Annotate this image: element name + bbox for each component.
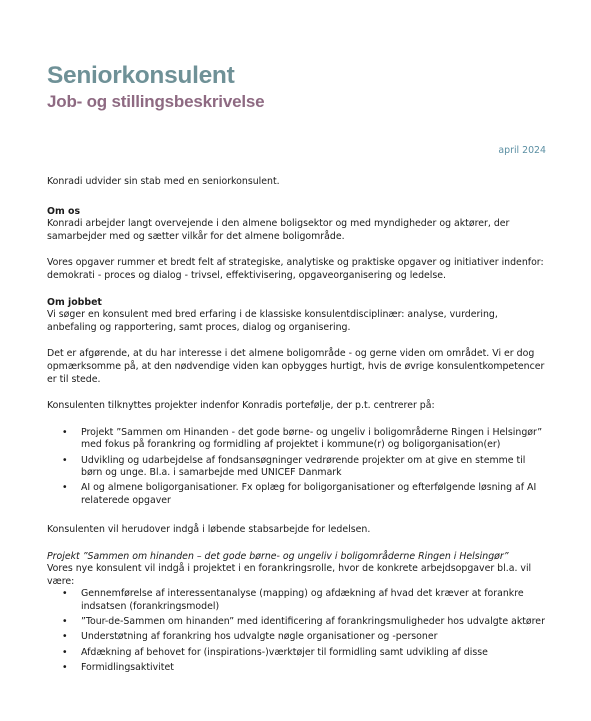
projekt-paragraph-1: Vores nye konsulent vil indgå i projektet i en forankringsrolle, hvor de konkrete arbejdsopgaver bl.a. vil være: xyxy=(47,563,532,587)
document-title: Seniorkonsulent xyxy=(47,62,235,89)
bullet-icon: • xyxy=(62,616,68,628)
intro-paragraph: Konradi udvider sin stab med en seniorkonsulent. xyxy=(47,176,280,187)
om-jobbet-paragraph-2: Det er afgørende, at du har interesse i det almene boligområde - og gerne viden om området. Vi er dog opmærksomme på, at den nødvendige viden kan opbygges hurtigt, hvis de øvrige konsulentkompetencer er til stede. xyxy=(47,348,545,385)
bullet-icon: • xyxy=(62,661,68,673)
section-heading-projekt: Projekt ”Sammen om hinanden – det gode børne- og ungeliv i boligområderne Ringen i Helsingør” xyxy=(47,550,509,562)
section-heading-om-jobbet: Om jobbet xyxy=(47,296,102,308)
bullet-icon: • xyxy=(62,588,68,600)
bullet-icon: • xyxy=(62,631,68,643)
bullet-icon: • xyxy=(62,646,68,658)
tasks-bullet-list xyxy=(47,588,549,674)
document-body xyxy=(47,176,549,677)
bullet-icon: • xyxy=(62,426,68,438)
bullet-icon: • xyxy=(62,454,68,466)
document-subtitle: Job- og stillingsbeskrivelse xyxy=(47,92,265,111)
om-jobbet-paragraph-1: Vi søger en konsulent med bred erfaring i de klassiske konsulentdisciplinær: analyse, vurdering, anbefaling og rapportering, samt proces, dialog og organisering. xyxy=(47,309,498,333)
section-heading-om-os: Om os xyxy=(47,205,81,217)
list-item: • Gennemførelse af interessentanalyse (mapping) og afdækning af hvad det kræver at forankre indsatsen (forankringsmodel) xyxy=(62,588,524,613)
list-item: • Formidlingsaktivitet xyxy=(62,661,174,673)
list-item: • AI og almene boligorganisationer. Fx oplæg for boligorganisationer og efterfølgende løsning af AI relaterede opgaver xyxy=(62,482,537,506)
om-os-paragraph-1: Konradi arbejder langt overvejende i den almene boligsektor og med myndigheder og aktører, der samarbejder med og sætter vilkår for det almene boligområde. xyxy=(47,218,510,242)
list-item: • ”Tour-de-Sammen om hinanden” med identificering af forankringsmuligheder hos udvalgte aktører xyxy=(62,616,545,628)
list-item: • Udvikling og udarbejdelse af fondsansøgninger vedrørende projekter om at give en stemme til børn og unge. Bl.a. i samarbejde med UNICEF Danmark xyxy=(62,454,526,479)
document-date: april 2024 xyxy=(498,145,546,156)
list-item: • Afdækning af behovet for (inspirations-)værktøjer til formidling samt udvikling af disse xyxy=(62,646,488,658)
bullet-icon: • xyxy=(62,482,68,494)
list-item: • Projekt ”Sammen om Hinanden - det gode børne- og ungeliv i boligområderne Ringen i Helsingør” med fokus på forankring og formidling af projektet i kommune(r) og boligorganisation(er) xyxy=(62,426,543,451)
projects-bullet-list xyxy=(47,427,549,508)
om-jobbet-paragraph-3: Konsulenten tilknyttes projekter indenfor Konradis portefølje, der p.t. centrerer på: xyxy=(47,400,435,412)
om-os-paragraph-2: Vores opgaver rummer et bredt felt af strategiske, analytiske og praktiske opgaver og initiativer indenfor: demokrati - proces og dialog - trivsel, effektivisering, opgaveorganisering og ledelse. xyxy=(47,257,544,281)
om-jobbet-paragraph-4: Konsulenten vil herudover indgå i løbende stabsarbejde for ledelsen. xyxy=(47,524,371,536)
list-item: • Understøtning af forankring hos udvalgte nøgle organisationer og -personer xyxy=(62,631,438,643)
